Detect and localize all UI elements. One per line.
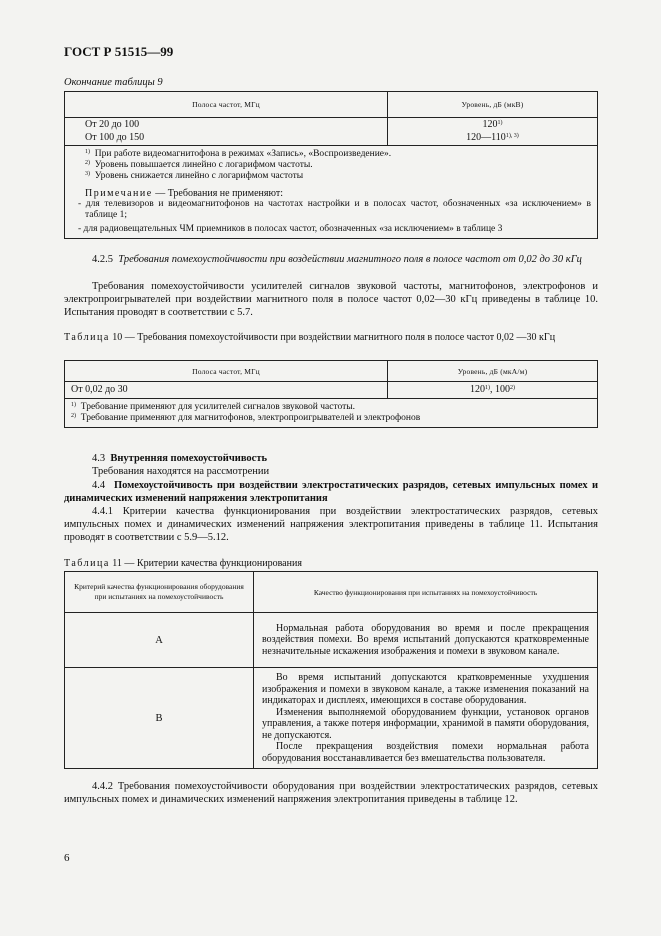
table9-band: От 20 до 100 — [65, 118, 388, 132]
table9-col2-header: Уровень, дБ (мкВ) — [388, 92, 598, 118]
table11-quality: Нормальная работа оборудования во время и после прекращения воздействия помехи. Во время испытаний допускаются кратковременные незначительные искажения изображения и помехи в звуковом канале. — [254, 613, 598, 668]
table-row — [65, 131, 598, 146]
table-row — [65, 613, 598, 668]
table11-criterion: А — [65, 613, 254, 668]
section-4-4-heading: 4.4 Помехоустойчивость при воздействии электростатических разрядов, сетевых импульсных помех и динамических изменений напряжения электропитания — [64, 480, 599, 504]
footnote: $^{2)}$ Уровень повышается линейно с логарифмом частоты. — [85, 160, 313, 170]
table10-notes — [65, 399, 598, 428]
table11-criterion: В — [65, 668, 254, 769]
table9-caption: Окончание таблицы 9 — [64, 77, 163, 88]
footnote: $^{1)}$ Требование применяют для усилителей сигналов звуковой частоты. — [71, 402, 356, 412]
table10-col2-header: Уровень, дБ (мкА/м) — [388, 361, 598, 382]
table9-level: 120$^{1)}$ — [388, 118, 598, 132]
section-4-4-2-text: 4.4.2 Требования помехоустойчивости оборудования при воздействии электростатических разрядов, сетевых импульсных помех и динамических изменений напряжения электропитания приведены в таблице 12. — [64, 781, 598, 805]
table10-band: От 0,02 до 30 — [65, 382, 388, 399]
table-row — [65, 382, 598, 399]
table-9 — [64, 91, 598, 239]
section-4-2-5-heading: 4.2.5 Требования помехоустойчивости при воздействии магнитного поля в полосе частот от 0,02 до 30 кГц — [92, 254, 582, 265]
remark-item: - для радиовещательных ЧМ приемников в полосах частот, обозначенных «за исключением» в таблице 3 — [78, 224, 503, 234]
table9-col1-header: Полоса частот, МГц — [65, 92, 388, 118]
table9-remark: Примечание — Требования не применяют: — [85, 188, 283, 199]
section-4-3-heading: 4.3 Внутренняя помехоустойчивость — [92, 453, 268, 464]
table10-level: 120$^{1)}$, 100$^{2)}$ — [388, 382, 598, 399]
table-row — [65, 118, 598, 132]
table9-band: От 100 до 150 — [65, 131, 388, 146]
table11-col1-header: Критерий качества функционирования оборудования при испытаниях на помехоустойчивость — [65, 572, 254, 613]
section-4-4-1-text: 4.4.1 Критерии качества функционирования при воздействии электростатических разрядов, сетевых импульсных помех и динамических изменений напряжения электропитания приведены в таблице 11. Испытания проводят в соответствии с 5.9—5.12. — [64, 506, 598, 543]
table9-level: $120—110^{1), 3)}$ — [388, 131, 598, 146]
table11-quality: Во время испытаний допускаются кратковременные ухудшения изображения и помехи в звуковом канале, а также изменения показаний на индикаторах и дисплеях, имеющихся в составе оборудования. Изменения выполняемой оборудованием функции, установок органов управления, а также потеря информации, хранимой в памяти оборудования, не допускаются. После прекращения воздействия помехи нормальная работа оборудования восстанавливается без вмешательства пользователя. — [254, 668, 598, 769]
table10-caption: Таблица 10 — Требования помехоустойчивости при воздействии магнитного поля в полосе частот 0,02 —30 кГц — [64, 332, 556, 343]
table-11 — [64, 571, 598, 769]
table11-col2-header: Качество функционирования при испытаниях на помехоустойчивость — [254, 572, 598, 613]
footnote: $^{1)}$ При работе видеомагнитофона в режимах «Запись», «Воспроизведение». — [85, 149, 392, 159]
section-4-2-5-text: Требования помехоустойчивости усилителей сигналов звуковой частоты, магнитофонов, электрофонов и электропроигрывателей при воздействии магнитного поля в полосе частот 0,02—30 кГц приведены в таблице 10. Испытания проводят в соответствии с 5.7. — [64, 281, 598, 318]
section-4-3-text: Требования находятся на рассмотрении — [92, 466, 270, 477]
table10-col1-header: Полоса частот, МГц — [65, 361, 388, 382]
footnote: $^{3)}$ Уровень снижается линейно с логарифмом частоты — [85, 171, 304, 181]
table9-notes — [65, 146, 598, 239]
page-number: 6 — [64, 852, 70, 864]
footnote: $^{2)}$ Требование применяют для магнитофонов, электропроигрывателей и электрофонов — [71, 413, 421, 423]
remark-item: - для телевизоров и видеомагнитофонов на частотах настройки и в полосах частот, обозначенных «за исключением» в таблице 1; — [78, 199, 591, 220]
document-header: ГОСТ Р 51515—99 — [64, 44, 174, 59]
table-10 — [64, 360, 598, 428]
table-row — [65, 668, 598, 769]
table11-caption: Таблица 11 — Критерии качества функционирования — [64, 558, 302, 569]
